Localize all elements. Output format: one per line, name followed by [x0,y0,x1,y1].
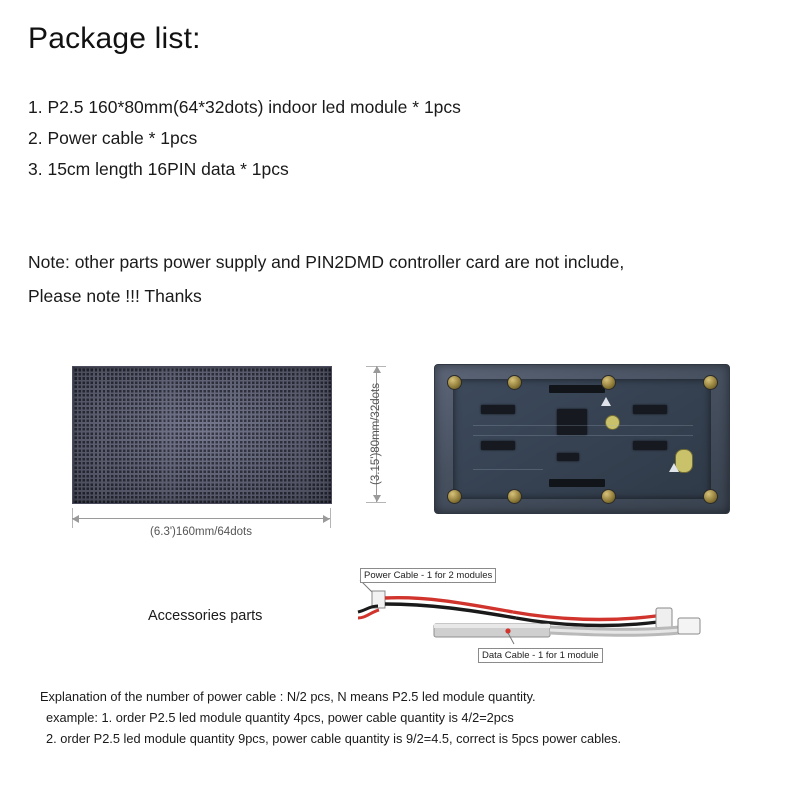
pcb-trace [473,425,693,426]
pcb-board [453,379,711,499]
explanation-line: Explanation of the number of power cable : N/2 pcs, N means P2.5 led module quantity. [40,689,536,704]
width-dimension-line [72,518,330,519]
chip-icon [557,453,579,461]
dimension-cap-bottom [366,502,386,503]
explanation-line: example: 1. order P2.5 led module quantity 4pcs, power cable quantity is 4/2=2pcs [46,710,514,725]
screw-hole-icon [447,375,462,390]
led-module-front-image [72,366,332,504]
connector-icon [549,385,605,393]
chip-icon [557,409,587,435]
height-dimension-label: (3.15')80mm/32dots [370,383,382,485]
accessories-label: Accessories parts [148,608,263,624]
data-cable-caption: Data Cable - 1 for 1 module [478,648,603,663]
figure-area [0,350,800,680]
list-item: 1. P2.5 160*80mm(64*32dots) indoor led module * 1pcs [28,97,461,117]
note-block [28,245,778,313]
orientation-arrow-icon [601,397,611,406]
list-item: 3. 15cm length 16PIN data * 1pcs [28,159,289,179]
orientation-arrow-icon [669,463,679,472]
screw-hole-icon [601,489,616,504]
connector-icon [549,479,605,487]
led-module-back-image [434,364,730,514]
package-list [28,92,768,185]
screw-hole-icon [601,375,616,390]
pcb-trace [473,435,693,436]
chip-icon [633,441,667,450]
screw-hole-icon [703,375,718,390]
screw-hole-icon [703,489,718,504]
chip-icon [481,441,515,450]
screw-hole-icon [447,489,462,504]
note-line: Please note !!! Thanks [28,286,202,306]
cables-image [338,560,800,680]
explanation-block [40,686,780,749]
list-item: 2. Power cable * 1pcs [28,128,198,148]
width-dimension-label: (6.3')160mm/64dots [150,526,252,538]
page-title: Package list: [28,22,201,55]
dimension-cap-right [330,508,331,528]
explanation-line: 2. order P2.5 led module quantity 9pcs, power cable quantity is 9/2=4.5, correct is 5pcs power cables. [46,731,622,746]
note-line: Note: other parts power supply and PIN2DMD controller card are not include, [28,252,625,272]
screw-hole-icon [507,375,522,390]
power-cable-caption: Power Cable - 1 for 2 modules [360,568,496,583]
capacitor-icon [605,415,620,430]
chip-icon [633,405,667,414]
pcb-trace [473,469,543,470]
chip-icon [481,405,515,414]
screw-hole-icon [507,489,522,504]
